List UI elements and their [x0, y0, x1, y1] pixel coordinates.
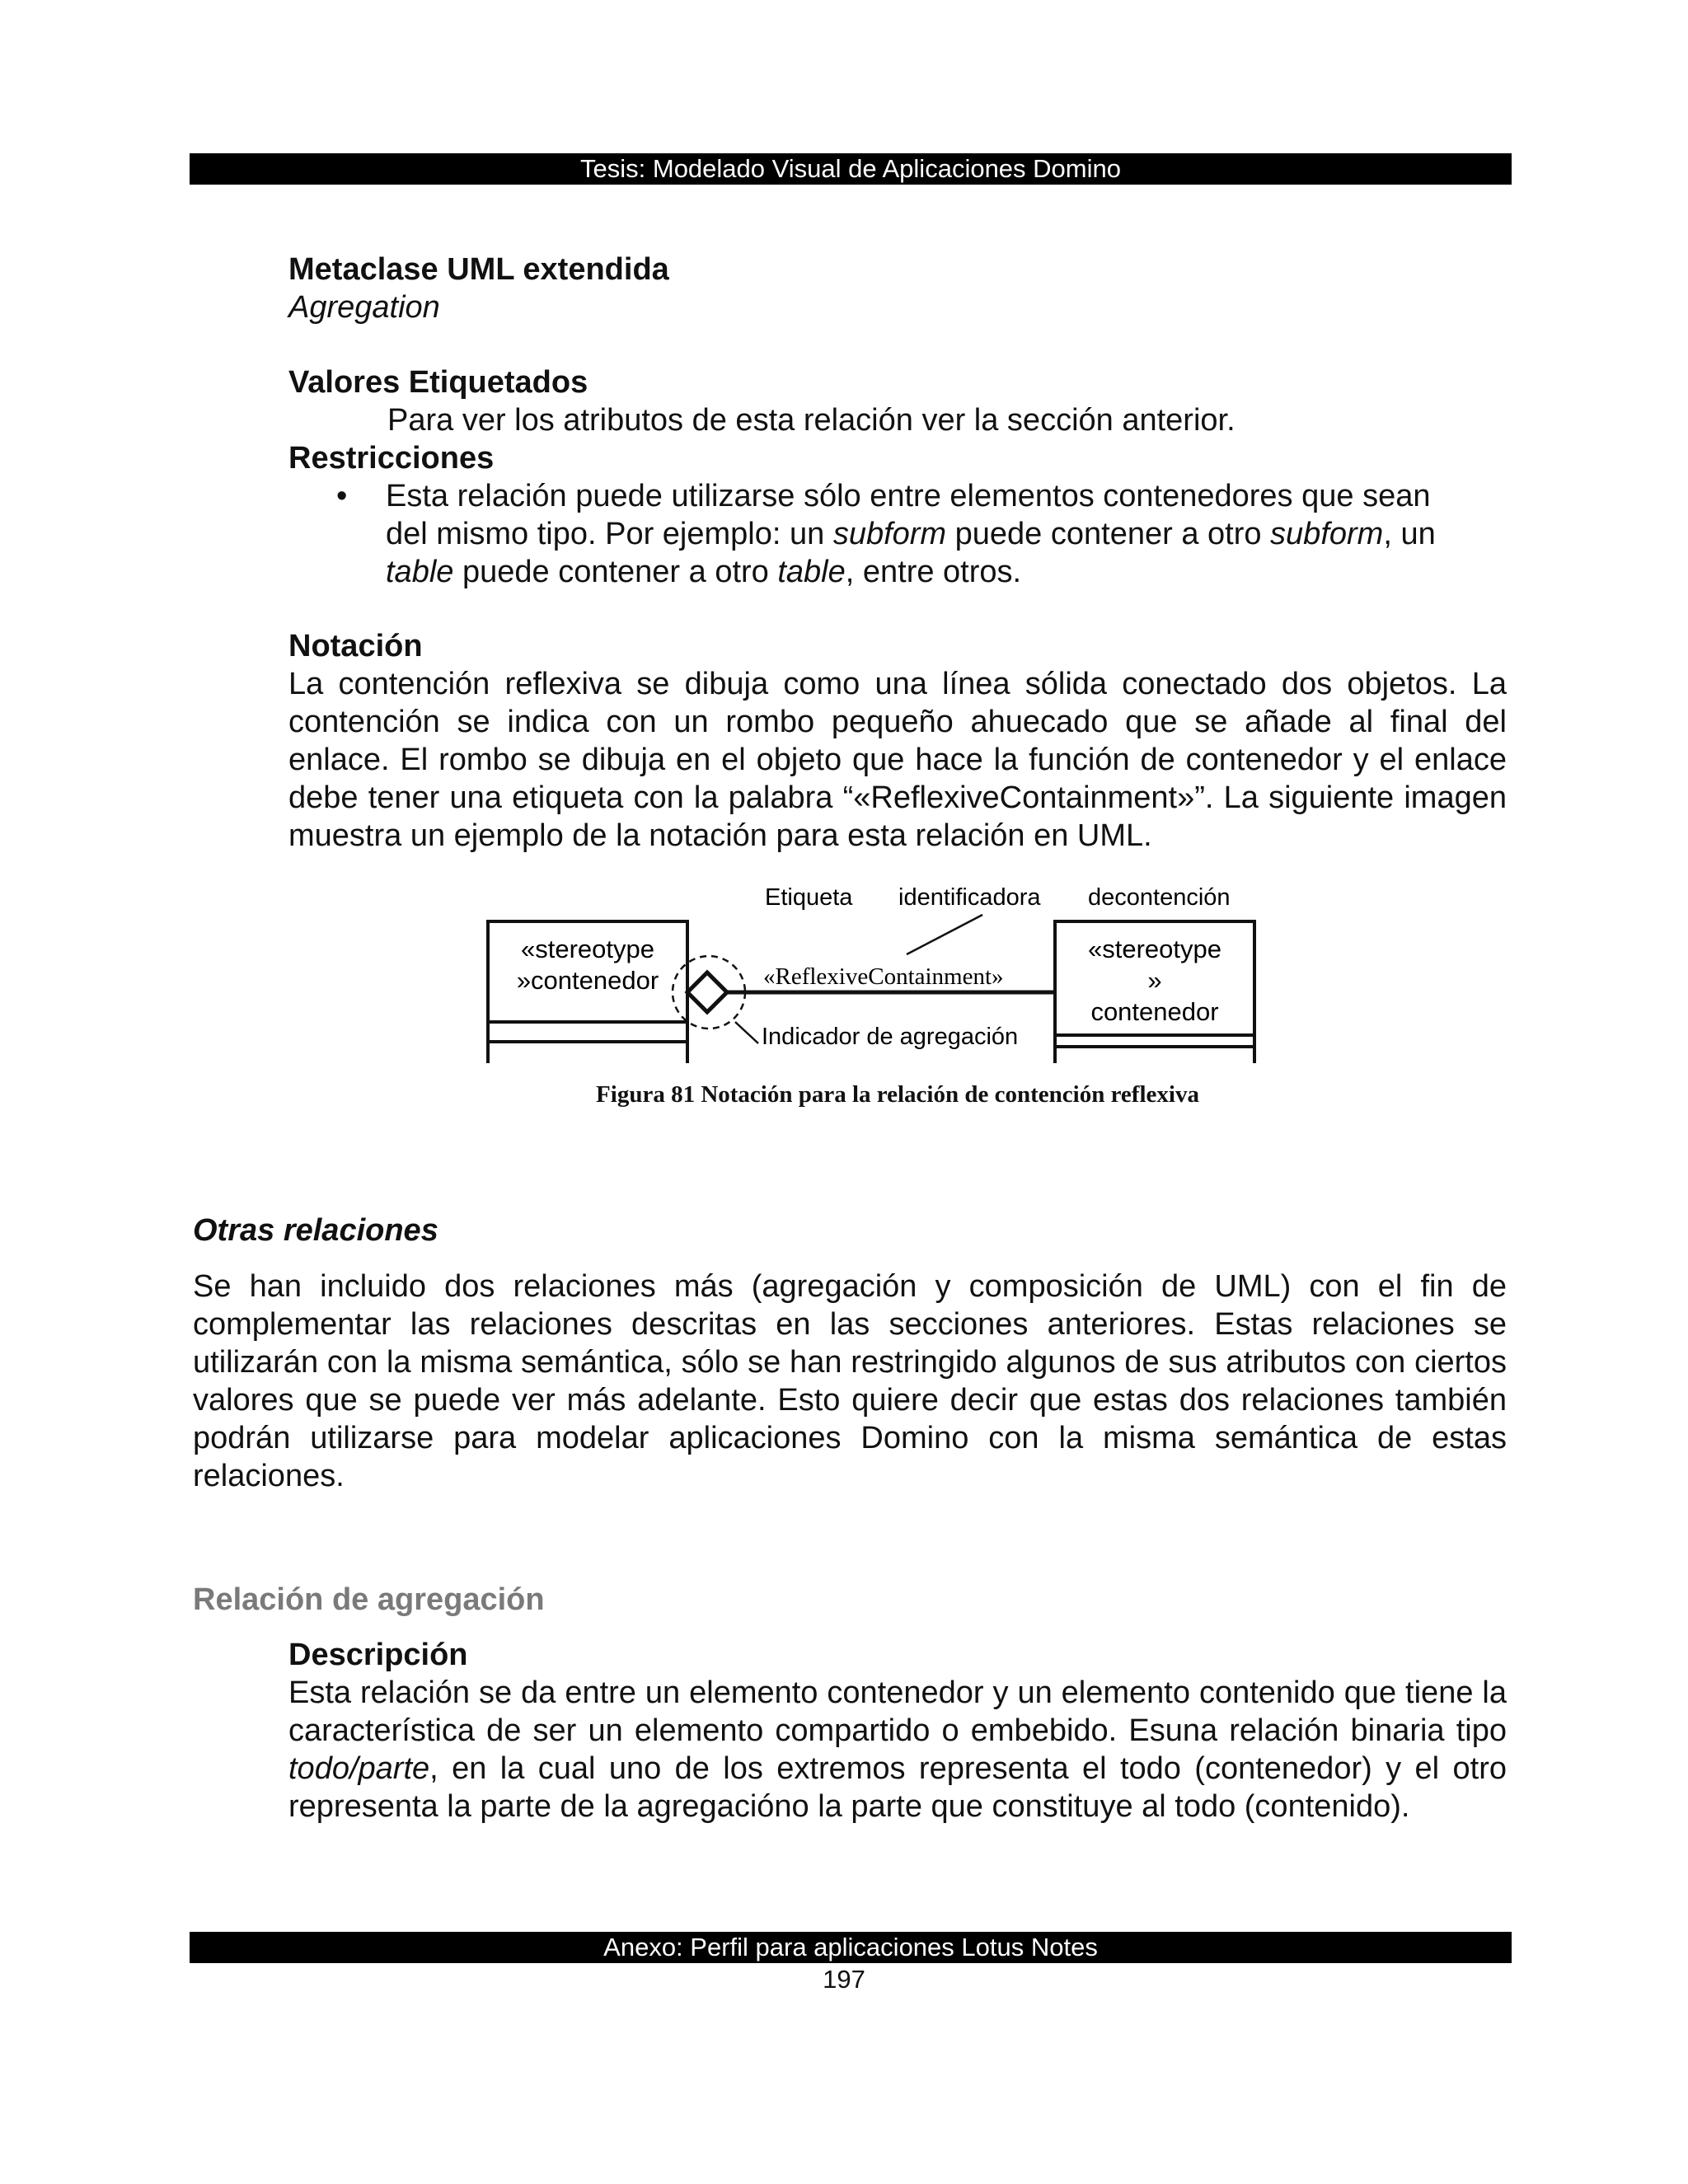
right-class-guillemet: »: [1147, 966, 1162, 995]
valores-heading: Valores Etiquetados: [288, 365, 588, 400]
label-identificadora: identificadora: [898, 884, 1041, 911]
right-class-stereotype: «stereotype: [1088, 935, 1221, 963]
page-number: 197: [823, 1965, 865, 1994]
right-class-name: contenedor: [1090, 997, 1219, 1026]
link-label: «ReflexiveContainment»: [763, 963, 1004, 990]
term-table-1: table: [386, 555, 454, 589]
term-subform-1: subform: [832, 517, 947, 551]
restriccion-line-2: [386, 515, 1512, 553]
restriccion-line-1: [386, 477, 1512, 515]
page-footer: [190, 1932, 1512, 1963]
indicator-label: Indicador de agregación: [762, 1024, 1019, 1050]
page-header: [190, 153, 1512, 185]
notacion-heading: Notación: [288, 629, 423, 663]
label-pointer-line: [907, 915, 982, 954]
label-decontencion: decontención: [1088, 884, 1231, 911]
metaclase-heading: Metaclase UML extendida: [288, 252, 669, 287]
figure-caption: Figura 81 Notación para la relación de contención reflexiva: [596, 1081, 1199, 1108]
restriccion-text-2a: del mismo tipo. Por ejemplo: un: [386, 517, 833, 551]
header-title: Tesis: Modelado Visual de Aplicaciones Domino: [580, 154, 1121, 183]
footer-title: Anexo: Perfil para aplicaciones Lotus Notes: [603, 1933, 1098, 1961]
bullet-icon: •: [336, 479, 348, 513]
term-todo-parte: todo/parte: [288, 1751, 430, 1786]
metaclase-value: Agregation: [288, 290, 440, 325]
descripcion-text-1: Esta relación se da entre un elemento contenedor y un elemento contenido que tiene la característica de ser un elemento compartido o embebido. Esuna relación binaria tipo: [288, 1675, 1507, 1748]
hollow-diamond-icon: [687, 972, 727, 1012]
otras-text: Se han incluido dos relaciones más (agregación y composición de UML) con el fin de complementar las relaciones descritas en las secciones anteriores. Estas relaciones se utilizarán con la misma semántica, sólo se han restringido algunos de sus atributos con ciertos valores que se puede ver más adelante. Esto quiere decir que estas dos relaciones también podrán utilizarse para modelar aplicaciones Domino con la misma semántica de estas relaciones.: [193, 1269, 1507, 1493]
valores-text: Para ver los atributos de esta relación ver la sección anterior.: [387, 403, 1236, 438]
restriccion-text-2e: , un: [1383, 517, 1436, 551]
restriccion-text-1: Esta relación puede utilizarse sólo entre elementos contenedores que sean: [386, 479, 1431, 513]
descripcion-text-2: , en la cual uno de los extremos representa el todo (contenedor) y el otro representa la parte de la agregacióno la parte que constituye al todo (contenido).: [288, 1751, 1507, 1824]
restriccion-line-3: [386, 553, 1512, 591]
term-subform-2: subform: [1270, 517, 1384, 551]
descripcion-heading: Descripción: [288, 1638, 468, 1672]
restriccion-text-2c: puede contener a otro: [946, 517, 1271, 551]
term-table-2: table: [777, 555, 846, 589]
restriccion-text-3d: , entre otros.: [845, 555, 1022, 589]
restriccion-text-3b: puede contener a otro: [453, 555, 778, 589]
restricciones-heading: Restricciones: [288, 441, 495, 476]
left-class-name: »contenedor: [516, 966, 659, 995]
left-class-stereotype: «stereotype: [521, 935, 654, 963]
notacion-text: La contención reflexiva se dibuja como una línea sólida conectado dos objetos. La contención se indica con un rombo pequeño ahuecado que se añade al final del enlace. El rombo se dibuja en el objeto que hace la función de contenedor y el enlace debe tener una etiqueta con la palabra “«ReflexiveContainment»”. La siguiente imagen muestra un ejemplo de la notación para esta relación en UML.: [288, 667, 1507, 853]
agregacion-heading: Relación de agregación: [193, 1582, 545, 1617]
indicator-pointer-line: [735, 1022, 758, 1043]
descripcion-text: [288, 1674, 1507, 1825]
label-etiqueta: Etiqueta: [765, 884, 853, 911]
otras-heading: Otras relaciones: [193, 1213, 438, 1248]
reflexive-containment-diagram: [478, 874, 1269, 1063]
restriccion-item: [386, 477, 1512, 591]
